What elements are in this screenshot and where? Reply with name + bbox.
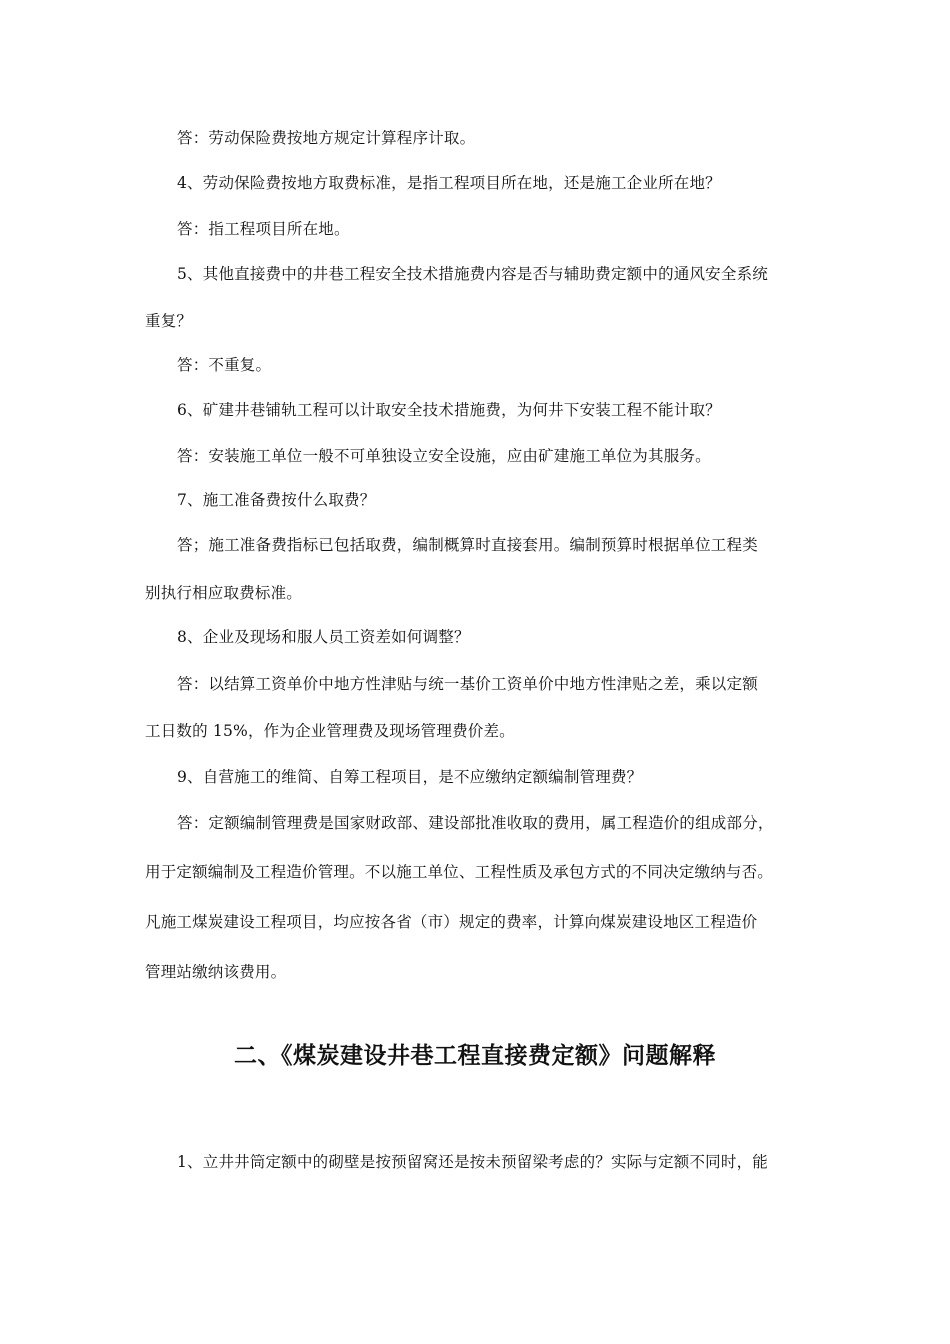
question-4-line: 4、劳动保险费按地方取费标准，是指工程项目所在地，还是施工企业所在地？	[177, 174, 721, 192]
answer-8-line-1: 答：以结算工资单价中地方性津贴与统一基价工资单价中地方性津贴之差，乘以定额	[177, 675, 758, 693]
answer-9-line-2: 用于定额编制及工程造价管理。不以施工单位、工程性质及承包方式的不同决定缴纳与否。	[145, 863, 774, 881]
section-heading: 二、《煤炭建设井巷工程直接费定额》问题解释	[234, 1042, 716, 1069]
question-7-line: 7、施工准备费按什么取费？	[177, 491, 376, 509]
answer-9-line-3: 凡施工煤炭建设工程项目，均应按各省（市）规定的费率，计算向煤炭建设地区工程造价	[145, 913, 758, 931]
question-9-line: 9、自营施工的维简、自筹工程项目，是不应缴纳定额编制管理费？	[177, 768, 643, 786]
answer-8-line-2: 工日数的 15%，作为企业管理费及现场管理费价差。	[145, 722, 515, 740]
question-8-line: 8、企业及现场和服人员工资差如何调整？	[177, 628, 470, 646]
answer-7-line-2: 别执行相应取费标准。	[145, 584, 303, 602]
answer-9-line-4: 管理站缴纳该费用。	[145, 963, 287, 981]
answer-9-line-1: 答：定额编制管理费是国家财政部、建设部批准收取的费用，属工程造价的组成部分，	[177, 814, 774, 832]
answer-7-line-1: 答；施工准备费指标已包括取费，编制概算时直接套用。编制预算时根据单位工程类	[177, 536, 758, 554]
answer-5-line: 答：不重复。	[177, 356, 272, 374]
question-5-line-1: 5、其他直接费中的井巷工程安全技术措施费内容是否与辅助费定额中的通风安全系统	[177, 265, 768, 283]
question-6-line: 6、矿建井巷铺轨工程可以计取安全技术措施费，为何井下安装工程不能计取？	[177, 401, 721, 419]
section-2-question-1-line: 1、立井井筒定额中的砌壁是按预留窝还是按未预留梁考虑的？实际与定额不同时，能	[177, 1153, 768, 1171]
answer-6-line: 答：安装施工单位一般不可单独设立安全设施，应由矿建施工单位为其服务。	[177, 447, 711, 465]
answer-3-line: 答：劳动保险费按地方规定计算程序计取。	[177, 129, 476, 147]
answer-4-line: 答：指工程项目所在地。	[177, 220, 350, 238]
question-5-line-2: 重复？	[145, 312, 193, 330]
